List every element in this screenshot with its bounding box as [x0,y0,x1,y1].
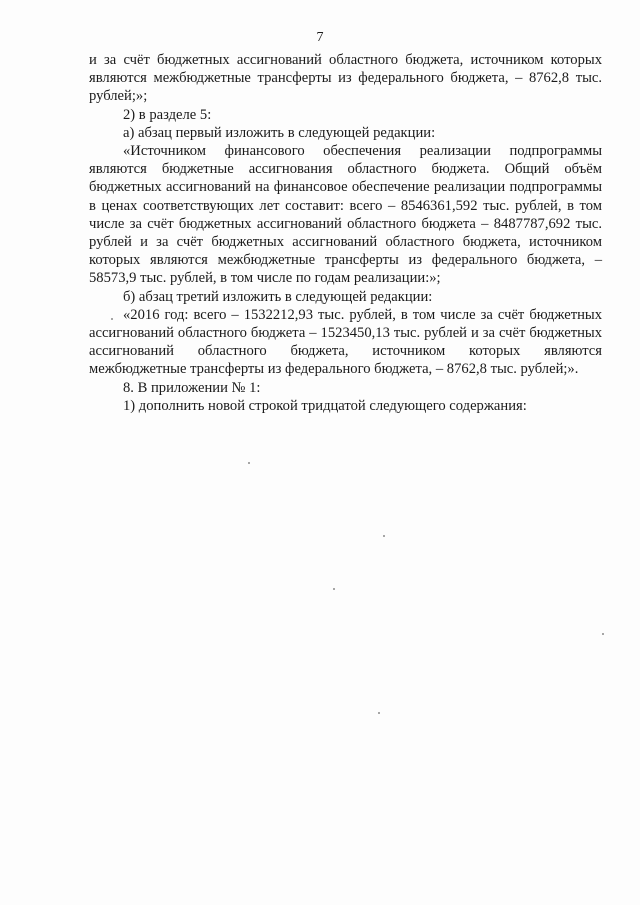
paragraph-item-section-5: 2) в разделе 5: [123,106,212,123]
scan-speck [248,462,250,464]
paragraph-subitem-b: б) абзац третий изложить в следующей редакции: [123,288,433,305]
page-number: 7 [316,30,324,45]
paragraph-subitem-a: а) абзац первый изложить в следующей редакции: [123,124,436,141]
document-body [89,51,602,415]
scan-speck [378,712,380,714]
scan-speck [111,318,113,320]
paragraph-quote-financing: «Источником финансового обеспечения реализации подпрограммы являются бюджетные ассигнования областного бюджета. Общий объём бюджетных ассигнований на финансовое обеспечение реализации подпрограммы в ценах соответствующих лет составит: всего – 8546361,592 тыс. рублей, в том числе за счёт бюджетных ассигнований областного бюджета – 8487787,692 тыс. рублей и за счёт бюджетных ассигнований областного бюджета, источником которых являются межбюджетные трансферты из федерального бюджета, – 58573,9 тыс. рублей, в том числе по годам реализации:»; [89,143,602,287]
scan-speck [333,588,335,590]
paragraph-item-8: 8. В приложении № 1: [123,379,261,396]
paragraph-item-1-add-row: 1) дополнить новой строкой тридцатой следующего содержания: [123,397,527,414]
scan-speck [602,633,604,635]
scan-speck [383,535,385,537]
paragraph-quote-2016: «2016 год: всего – 1532212,93 тыс. рублей, в том числе за счёт бюджетных ассигнований областного бюджета – 1523450,13 тыс. рублей и за счёт бюджетных ассигнований областного бюджета, источником которых являются межбюджетные трансферты из федерального бюджета, – 8762,8 тыс. рублей;». [89,306,602,378]
paragraph-continuation: и за счёт бюджетных ассигнований областного бюджета, источником которых являются межбюджетные трансферты из федерального бюджета, – 8762,8 тыс. рублей;»; [89,52,602,105]
